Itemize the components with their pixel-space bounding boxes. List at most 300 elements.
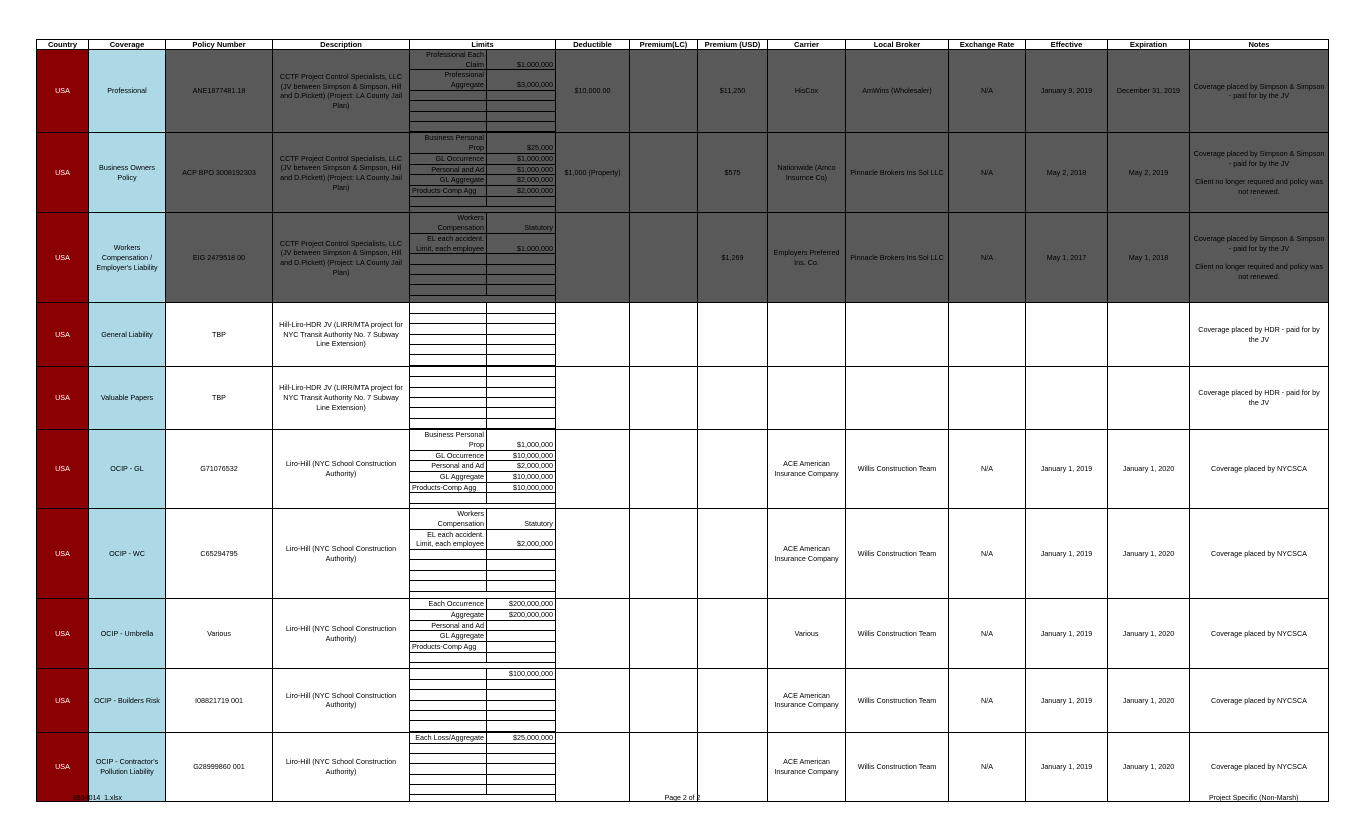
local-broker-cell: Willis Construction Team [846, 669, 949, 733]
limit-label [410, 700, 487, 710]
limit-label [410, 743, 487, 753]
premium-usd-cell [698, 509, 768, 599]
limit-line [410, 679, 555, 689]
effective-date-cell: May 2, 2018 [1026, 133, 1108, 213]
limit-label [410, 493, 487, 503]
limit-label: EL each accident. Limit, each employee [410, 529, 487, 549]
limit-line [410, 90, 555, 100]
limit-value: $1,000,000 [487, 153, 556, 164]
limit-label [410, 550, 487, 560]
limit-line [410, 111, 555, 121]
limit-value [487, 631, 556, 642]
note-line: Coverage placed by Simpson & Simpson - paid for by the JV [1193, 81, 1325, 101]
carrier-cell: ACE American Insurance Company [768, 509, 846, 599]
country-cell: USA [37, 599, 89, 669]
limit-value [487, 408, 556, 418]
exchange-rate-cell [949, 366, 1026, 429]
limits-grid [410, 367, 555, 429]
premium-lc-cell [630, 50, 698, 133]
header-effective: Effective [1026, 40, 1108, 50]
limit-line [410, 122, 555, 132]
country-cell: USA [37, 366, 89, 429]
exchange-rate-cell: N/A [949, 213, 1026, 303]
carrier-cell [768, 366, 846, 429]
limit-label: Aggregate [410, 609, 487, 620]
limit-line [410, 254, 555, 264]
policy-number-cell: I08821719 001 [166, 669, 273, 733]
limits-grid [410, 213, 555, 295]
limit-line [410, 609, 555, 620]
limit-line [410, 700, 555, 710]
limit-line [410, 153, 555, 164]
limit-label: Professional Each Claim [410, 50, 487, 70]
premium-usd-cell [698, 599, 768, 669]
header-limits: Limits [410, 40, 556, 50]
limit-label [410, 785, 487, 795]
limit-line [410, 275, 555, 285]
limit-value: Statutory [487, 213, 556, 233]
limit-line [410, 785, 555, 795]
limit-label [410, 721, 487, 731]
table-row [37, 732, 1329, 801]
policy-number-cell: C65294795 [166, 509, 273, 599]
expiration-date-cell: January 1, 2020 [1108, 732, 1190, 801]
limit-label [410, 711, 487, 721]
limit-label [410, 669, 487, 679]
effective-date-cell: January 1, 2019 [1026, 599, 1108, 669]
description-cell: Liro-Hill (NYC School Construction Authority) [273, 669, 410, 733]
notes-cell [1190, 366, 1329, 429]
limit-label [410, 408, 487, 418]
note-line: Coverage placed by NYCSCA [1211, 695, 1307, 705]
limit-value [487, 122, 556, 132]
limit-value [487, 642, 556, 653]
deductible-cell [556, 599, 630, 669]
limit-label: Each Occurrence [410, 599, 487, 609]
limit-value [487, 785, 556, 795]
header-description: Description [273, 40, 410, 50]
description-cell: Liro-Hill (NYC School Construction Authority) [273, 599, 410, 669]
limit-label: Personal and Ad [410, 461, 487, 472]
effective-date-cell: May 1, 2017 [1026, 213, 1108, 303]
limit-label: Workers Compensation [410, 213, 487, 233]
carrier-cell: Employers Preferred Ins. Co. [768, 213, 846, 303]
carrier-cell [768, 303, 846, 366]
notes-cell [1190, 509, 1329, 599]
deductible-cell [556, 366, 630, 429]
limit-value [487, 367, 556, 377]
limit-line [410, 313, 555, 323]
table-row [37, 366, 1329, 429]
policy-number-cell: EIG 2479518 00 [166, 213, 273, 303]
limit-value [487, 275, 556, 285]
limit-line [410, 472, 555, 483]
note-line: Coverage placed by NYCSCA [1211, 628, 1307, 638]
limit-line [410, 652, 555, 662]
coverage-cell: Professional [89, 50, 166, 133]
limit-label [410, 367, 487, 377]
limit-label [410, 254, 487, 264]
carrier-cell: Nationwide (Amco Insurnce Co) [768, 133, 846, 213]
limit-line [410, 711, 555, 721]
limit-line [410, 387, 555, 397]
limit-value [487, 111, 556, 121]
expiration-date-cell [1108, 303, 1190, 366]
expiration-date-cell: May 2, 2019 [1108, 133, 1190, 213]
limit-line [410, 669, 555, 679]
limit-line [410, 753, 555, 763]
notes-cell [1190, 732, 1329, 801]
carrier-cell: ACE American Insurance Company [768, 732, 846, 801]
note-line: Client no longer required and policy was not renewed. [1195, 177, 1323, 197]
table-row [37, 509, 1329, 599]
header-premium-usd: Premium (USD) [698, 40, 768, 50]
limit-line [410, 529, 555, 549]
premium-lc-cell [630, 599, 698, 669]
table-row [37, 303, 1329, 366]
deductible-cell: $10,000.00 [556, 50, 630, 133]
limit-label [410, 774, 487, 784]
table-row [37, 669, 1329, 733]
notes-cell [1190, 213, 1329, 303]
limit-line [410, 560, 555, 570]
premium-usd-cell: $11,250 [698, 50, 768, 133]
policy-number-cell: G28999860 001 [166, 732, 273, 801]
limit-line [410, 631, 555, 642]
limit-value: $1,000,000 [487, 50, 556, 70]
limit-label [410, 387, 487, 397]
limits-cell [410, 213, 556, 303]
local-broker-cell: Willis Construction Team [846, 732, 949, 801]
limit-line [410, 334, 555, 344]
coverage-cell: Valuable Papers [89, 366, 166, 429]
limits-cell [410, 133, 556, 213]
local-broker-cell [846, 303, 949, 366]
limit-label [410, 764, 487, 774]
limit-line [410, 397, 555, 407]
premium-usd-cell [698, 303, 768, 366]
deductible-cell [556, 669, 630, 733]
limit-value [487, 679, 556, 689]
limit-value [487, 774, 556, 784]
note-line: Coverage placed by HDR - paid for by the JV [1198, 388, 1320, 407]
policy-number-cell: TBP [166, 303, 273, 366]
limit-value [487, 652, 556, 662]
limit-label: GL Aggregate [410, 175, 487, 186]
limit-line [410, 550, 555, 560]
expiration-date-cell [1108, 366, 1190, 429]
limit-value [487, 264, 556, 274]
limit-line [410, 50, 555, 70]
effective-date-cell [1026, 366, 1108, 429]
limit-label [410, 196, 487, 206]
limit-label: EL each accident. Limit, each employee [410, 233, 487, 253]
header-policy-number: Policy Number [166, 40, 273, 50]
limit-value [487, 418, 556, 428]
effective-date-cell [1026, 303, 1108, 366]
limit-value: $2,000,000 [487, 461, 556, 472]
limit-value: $25,000 [487, 133, 556, 153]
limit-label [410, 111, 487, 121]
limit-value: $200,000,000 [487, 609, 556, 620]
note-line: Coverage placed by Simpson & Simpson - paid for by the JV [1193, 149, 1325, 168]
policy-number-cell: G71076532 [166, 430, 273, 509]
deductible-cell [556, 732, 630, 801]
local-broker-cell: Pinnacle Brokers Ins Sol LLC [846, 133, 949, 213]
exchange-rate-cell: N/A [949, 133, 1026, 213]
limit-label [410, 303, 487, 313]
limit-value [487, 550, 556, 560]
country-cell: USA [37, 509, 89, 599]
limit-label [410, 560, 487, 570]
limits-cell [410, 509, 556, 599]
limits-cell [410, 599, 556, 669]
limit-label [410, 101, 487, 111]
premium-usd-cell [698, 669, 768, 733]
limit-value: $10,000,000 [487, 472, 556, 483]
notes-cell [1190, 50, 1329, 133]
limit-value [487, 753, 556, 763]
premium-lc-cell [630, 509, 698, 599]
limit-line [410, 70, 555, 90]
exchange-rate-cell: N/A [949, 732, 1026, 801]
limit-label: Products-Comp Agg [410, 642, 487, 653]
limit-line [410, 721, 555, 731]
description-cell: CCTF Project Control Specialists, LLC (JV between Simpson & Simpson, Hill and D.Pickett) (Project: LA County Jail Plan) [273, 213, 410, 303]
limit-label [410, 285, 487, 295]
limit-value [487, 493, 556, 503]
footer-label: Project Specific (Non-Marsh) [1209, 795, 1299, 802]
limit-value [487, 700, 556, 710]
local-broker-cell: Willis Construction Team [846, 430, 949, 509]
limit-line [410, 690, 555, 700]
limit-label [410, 275, 487, 285]
limit-label [410, 690, 487, 700]
limit-line [410, 493, 555, 503]
limit-value [487, 690, 556, 700]
limit-label [410, 652, 487, 662]
country-cell: USA [37, 303, 89, 366]
expiration-date-cell: January 1, 2020 [1108, 430, 1190, 509]
limit-value [487, 90, 556, 100]
limit-label: Professional Aggregate [410, 70, 487, 90]
limit-value: $2,000,000 [487, 175, 556, 186]
limits-grid [410, 733, 555, 796]
header-notes: Notes [1190, 40, 1329, 50]
limit-line [410, 764, 555, 774]
expiration-date-cell: January 1, 2020 [1108, 599, 1190, 669]
limit-label [410, 345, 487, 355]
country-cell: USA [37, 732, 89, 801]
limit-line [410, 213, 555, 233]
limits-grid [410, 50, 555, 132]
coverage-cell: OCIP - Contractor's Pollution Liability [89, 732, 166, 801]
policy-number-cell: TBP [166, 366, 273, 429]
limits-grid [410, 599, 555, 663]
table-row [37, 213, 1329, 303]
country-cell: USA [37, 669, 89, 733]
limits-cell [410, 732, 556, 801]
limit-line [410, 733, 555, 743]
local-broker-cell: Willis Construction Team [846, 509, 949, 599]
limit-label: Each Loss/Aggregate [410, 733, 487, 743]
limit-line [410, 570, 555, 580]
effective-date-cell: January 1, 2019 [1026, 669, 1108, 733]
limits-cell [410, 303, 556, 366]
limit-value [487, 721, 556, 731]
limit-line [410, 461, 555, 472]
limit-value: $3,000,000 [487, 70, 556, 90]
note-line: Coverage placed by NYCSCA [1211, 761, 1307, 771]
limit-line [410, 599, 555, 609]
premium-lc-cell [630, 213, 698, 303]
limit-value: $1,000,000 [487, 164, 556, 175]
limit-label: Personal and Ad [410, 620, 487, 631]
limit-line [410, 408, 555, 418]
note-line: Client no longer required and policy was not renewed. [1195, 262, 1323, 282]
limit-label: Personal and Ad [410, 164, 487, 175]
limit-label [410, 581, 487, 591]
limit-value [487, 743, 556, 753]
limit-value [487, 764, 556, 774]
limit-line [410, 377, 555, 387]
limit-line [410, 450, 555, 461]
limit-label: Business Personal Prop [410, 133, 487, 153]
limit-line [410, 509, 555, 529]
limit-line [410, 743, 555, 753]
limit-value: $2,000,000 [487, 186, 556, 197]
header-country: Country [37, 40, 89, 50]
table-row [37, 50, 1329, 133]
local-broker-cell: Pinnacle Brokers Ins Sol LLC [846, 213, 949, 303]
limit-label: Business Personal Prop [410, 430, 487, 450]
local-broker-cell: AmWins (Wholesaler) [846, 50, 949, 133]
limit-line [410, 345, 555, 355]
limit-value: $200,000,000 [487, 599, 556, 609]
limit-line [410, 418, 555, 428]
policy-number-cell: Various [166, 599, 273, 669]
expiration-date-cell: May 1, 2018 [1108, 213, 1190, 303]
note-line: Coverage placed by Simpson & Simpson - paid for by the JV [1193, 234, 1325, 253]
limit-label [410, 753, 487, 763]
limit-value [487, 355, 556, 365]
coverage-cell: General Liability [89, 303, 166, 366]
header-expiration: Expiration [1108, 40, 1190, 50]
effective-date-cell: January 1, 2019 [1026, 430, 1108, 509]
notes-cell [1190, 430, 1329, 509]
country-cell: USA [37, 430, 89, 509]
limit-value [487, 620, 556, 631]
description-cell: Liro-Hill (NYC School Construction Authority) [273, 509, 410, 599]
expiration-date-cell: January 1, 2020 [1108, 509, 1190, 599]
policy-number-cell: ANE1877481.18 [166, 50, 273, 133]
limit-line [410, 196, 555, 206]
coverage-cell: OCIP - Builders Risk [89, 669, 166, 733]
limit-value [487, 377, 556, 387]
effective-date-cell: January 1, 2019 [1026, 509, 1108, 599]
premium-lc-cell [630, 133, 698, 213]
limit-value [487, 313, 556, 323]
header-exchange-rate: Exchange Rate [949, 40, 1026, 50]
limit-value: $2,000,000 [487, 529, 556, 549]
limit-label [410, 264, 487, 274]
carrier-cell: Various [768, 599, 846, 669]
expiration-date-cell: December 31, 2019 [1108, 50, 1190, 133]
limits-grid [410, 430, 555, 504]
limit-value [487, 345, 556, 355]
exchange-rate-cell: N/A [949, 669, 1026, 733]
header-row [37, 40, 1329, 50]
note-line: Coverage placed by NYCSCA [1211, 548, 1307, 558]
premium-usd-cell [698, 732, 768, 801]
limit-line [410, 233, 555, 253]
coverage-cell: Business Owners Policy [89, 133, 166, 213]
notes-cell [1190, 303, 1329, 366]
limit-line [410, 620, 555, 631]
limit-value [487, 254, 556, 264]
limit-line [410, 186, 555, 197]
exchange-rate-cell [949, 303, 1026, 366]
limit-label [410, 418, 487, 428]
limit-value [487, 570, 556, 580]
carrier-cell: HisCox [768, 50, 846, 133]
limit-label [410, 377, 487, 387]
description-cell: Liro-Hill (NYC School Construction Authority) [273, 732, 410, 801]
limit-value: $1,000,000 [487, 233, 556, 253]
coverage-table [36, 39, 1329, 802]
limit-value [487, 711, 556, 721]
description-cell: Liro-Hill (NYC School Construction Authority) [273, 430, 410, 509]
note-line: Coverage placed by HDR - paid for by the JV [1198, 324, 1320, 344]
limit-value: $100,000,000 [487, 669, 556, 679]
limit-value: Statutory [487, 509, 556, 529]
header-premium-lc: Premium(LC) [630, 40, 698, 50]
exchange-rate-cell: N/A [949, 430, 1026, 509]
limit-line [410, 482, 555, 493]
limit-value: $1,000,000 [487, 430, 556, 450]
limit-label [410, 397, 487, 407]
coverage-cell: Workers Compensation / Employer's Liability [89, 213, 166, 303]
premium-usd-cell [698, 366, 768, 429]
country-cell: USA [37, 133, 89, 213]
premium-usd-cell: $1,269 [698, 213, 768, 303]
local-broker-cell [846, 366, 949, 429]
limit-label: Products-Comp Agg [410, 482, 487, 493]
limit-value [487, 387, 556, 397]
deductible-cell [556, 430, 630, 509]
limit-line [410, 175, 555, 186]
limit-value [487, 581, 556, 591]
description-cell: CCTF Project Control Specialists, LLC (JV between Simpson & Simpson, Hill and D.Pickett) (Project: LA County Jail Plan) [273, 133, 410, 213]
limit-label: GL Aggregate [410, 631, 487, 642]
footer-filename: 8934014_1.xlsx [73, 795, 123, 802]
limit-label [410, 334, 487, 344]
header-coverage: Coverage [89, 40, 166, 50]
limit-value: $10,000,000 [487, 482, 556, 493]
country-cell: USA [37, 50, 89, 133]
deductible-cell [556, 509, 630, 599]
exchange-rate-cell: N/A [949, 599, 1026, 669]
premium-lc-cell [630, 303, 698, 366]
limit-line [410, 367, 555, 377]
description-cell: CCTF Project Control Specialists, LLC (JV between Simpson & Simpson, Hill and D.Pickett) (Project: LA County Jail Plan) [273, 50, 410, 133]
limit-line [410, 642, 555, 653]
limit-line [410, 303, 555, 313]
notes-cell [1190, 599, 1329, 669]
premium-lc-cell [630, 669, 698, 733]
effective-date-cell: January 9, 2019 [1026, 50, 1108, 133]
table-row [37, 599, 1329, 669]
